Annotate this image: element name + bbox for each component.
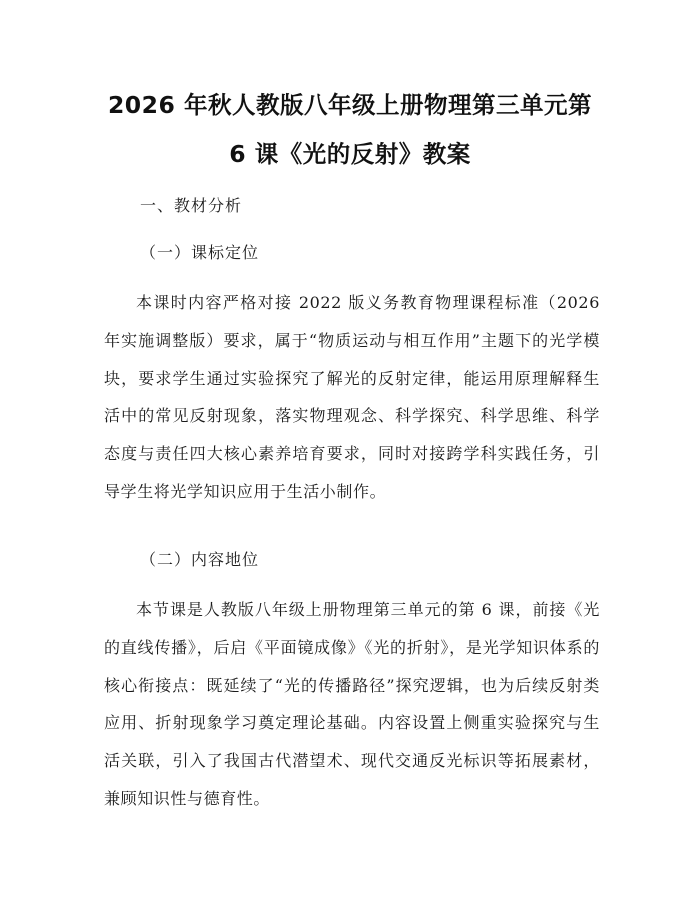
- paragraph-content-status: 本节课是人教版八年级上册物理第三单元的第 6 课，前接《光的直线传播》，后启《平面镜成像》《光的折射》，是光学知识体系的核心衔接点：既延续了“光的传播路径”探究逻辑，也为后续反射类应用、折射现象学习奠定理论基础。内容设置上侧重实验探究与生活关联，引入了我国古代潜望术、现代交通反光标识等拓展素材，兼顾知识性与德育性。: [104, 600, 600, 808]
- section-heading-textbook-analysis: 一、教材分析: [140, 196, 243, 215]
- document-title-line-2: 6 课《光的反射》教案: [229, 140, 471, 168]
- paragraph-curriculum-positioning: 本课时内容严格对接 2022 版义务教育物理课程标准（2026 年实施调整版）要求，属于“物质运动与相互作用”主题下的光学模块，要求学生通过实验探究了解光的反射定律，能运用原理解释生活中的常见反射现象，落实物理观念、科学探究、科学思维、科学态度与责任四大核心素养培育要求，同时对接跨学科实践任务，引导学生将光学知识应用于生活小制作。: [104, 293, 600, 501]
- document-title-line-1: 2026 年秋人教版八年级上册物理第三单元第: [107, 91, 593, 119]
- subsection-heading-content-status: （二）内容地位: [140, 550, 260, 569]
- subsection-heading-curriculum-positioning: （一）课标定位: [140, 243, 260, 262]
